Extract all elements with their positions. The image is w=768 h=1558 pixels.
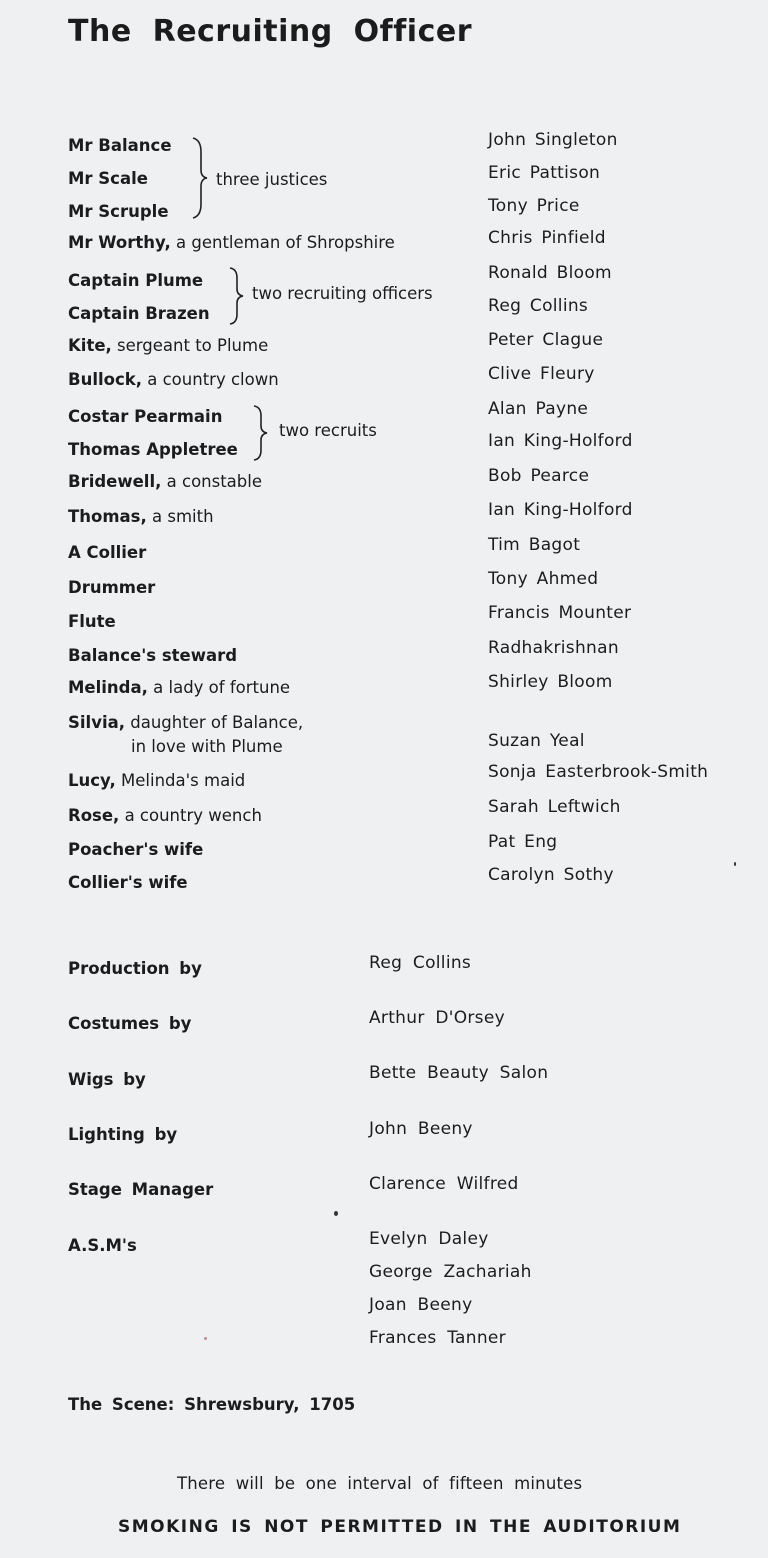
crew-name: Bette Beauty Salon <box>369 1063 549 1083</box>
cast-actor: Suzan Yeal <box>488 731 585 751</box>
crew-name: Joan Beeny <box>369 1295 473 1315</box>
cast-role: Poacher's wife <box>68 840 204 859</box>
no-smoking-notice: SMOKING IS NOT PERMITTED IN THE AUDITORIUM <box>118 1517 682 1537</box>
crew-name: George Zachariah <box>369 1262 532 1282</box>
cast-actor: Ian King-Holford <box>488 431 633 451</box>
cast-actor: Ian King-Holford <box>488 500 633 520</box>
cast-actor: Tim Bagot <box>488 535 581 555</box>
crew-name: John Beeny <box>369 1119 473 1139</box>
cast-role: Lucy, Melinda's maid <box>68 771 246 790</box>
cast-actor: Peter Clague <box>488 330 604 350</box>
cast-role: Bullock, a country clown <box>68 370 279 389</box>
crew-role: A.S.M's <box>68 1236 137 1255</box>
interval-notice: There will be one interval of fifteen minutes <box>177 1474 583 1493</box>
cast-actor: Reg Collins <box>488 296 589 316</box>
cast-actor: Tony Ahmed <box>488 569 599 589</box>
cast-role: Flute <box>68 612 116 631</box>
cast-actor: John Singleton <box>488 130 618 150</box>
crew-role: Costumes by <box>68 1014 192 1033</box>
cast-role: Balance's steward <box>68 646 238 665</box>
cast-actor: Bob Pearce <box>488 466 590 486</box>
cast-role: Collier's wife <box>68 873 188 892</box>
paper-speck <box>334 1211 338 1216</box>
group-label-justices: three justices <box>216 170 328 189</box>
crew-role: Lighting by <box>68 1125 178 1144</box>
cast-role: Rose, a country wench <box>68 806 262 825</box>
crew-name: Clarence Wilfred <box>369 1174 519 1194</box>
crew-name: Frances Tanner <box>369 1328 506 1348</box>
cast-actor: Shirley Bloom <box>488 672 613 692</box>
play-title: The Recruiting Officer <box>68 14 472 49</box>
cast-role: Kite, sergeant to Plume <box>68 336 269 355</box>
cast-actor: Ronald Bloom <box>488 263 612 283</box>
crew-role: Production by <box>68 959 202 978</box>
cast-actor: Alan Payne <box>488 399 589 419</box>
cast-role: Bridewell, a constable <box>68 472 263 491</box>
cast-role: Thomas Appletree <box>68 440 238 459</box>
paper-speck <box>204 1337 207 1340</box>
crew-role: Stage Manager <box>68 1180 214 1199</box>
crew-role: Wigs by <box>68 1070 146 1089</box>
paper-speck <box>734 862 736 866</box>
group-label-recruits: two recruits <box>279 421 377 440</box>
cast-actor: Tony Price <box>488 196 580 216</box>
cast-role: Thomas, a smith <box>68 507 214 526</box>
cast-role: Silvia, daughter of Balance, <box>68 713 304 732</box>
cast-role: Melinda, a lady of fortune <box>68 678 291 697</box>
cast-actor: Pat Eng <box>488 832 558 852</box>
cast-role: Captain Plume <box>68 271 204 290</box>
crew-name: Evelyn Daley <box>369 1229 489 1249</box>
brace-officers <box>228 266 246 326</box>
brace-recruits <box>252 404 270 462</box>
crew-name: Reg Collins <box>369 953 472 973</box>
crew-name: Arthur D'Orsey <box>369 1008 505 1028</box>
cast-actor: Radhakrishnan <box>488 638 619 658</box>
cast-role: Mr Scruple <box>68 202 169 221</box>
cast-actor: Carolyn Sothy <box>488 865 614 885</box>
cast-actor: Eric Pattison <box>488 163 601 183</box>
brace-justices <box>190 136 210 220</box>
cast-actor: Clive Fleury <box>488 364 595 384</box>
cast-role: Mr Scale <box>68 169 148 188</box>
scene-setting: The Scene: Shrewsbury, 1705 <box>68 1395 356 1414</box>
cast-role: Costar Pearmain <box>68 407 223 426</box>
cast-actor: Sonja Easterbrook-Smith <box>488 762 709 782</box>
cast-actor: Chris Pinfield <box>488 228 606 248</box>
cast-role: Drummer <box>68 578 156 597</box>
cast-role: A Collier <box>68 543 147 562</box>
cast-actor: Sarah Leftwich <box>488 797 621 817</box>
group-label-officers: two recruiting officers <box>252 284 433 303</box>
cast-role: Mr Balance <box>68 136 172 155</box>
cast-role: Captain Brazen <box>68 304 210 323</box>
cast-role-desc-continued: in love with Plume <box>131 737 283 756</box>
cast-actor: Francis Mounter <box>488 603 632 623</box>
cast-role: Mr Worthy, a gentleman of Shropshire <box>68 233 395 252</box>
